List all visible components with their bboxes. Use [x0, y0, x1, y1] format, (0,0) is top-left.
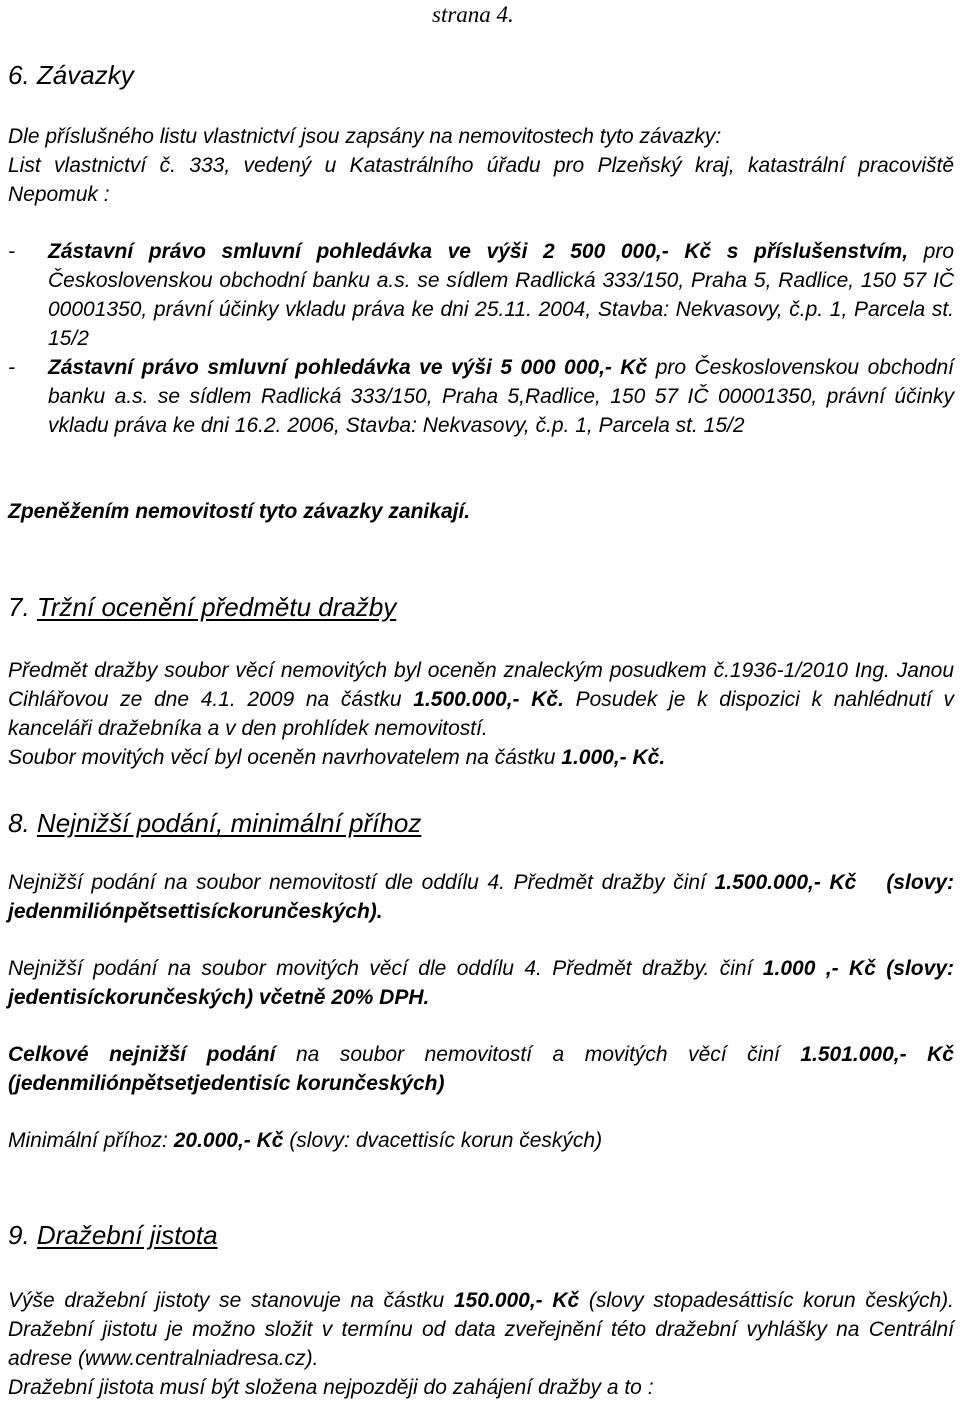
section-7-title: Tržní ocenění předmětu dražby: [36, 592, 397, 622]
s7-p2-text-a: Soubor movitých věcí byl oceněn navrhovatelem na částku: [8, 746, 562, 769]
section-9-paragraph-1: [8, 1286, 954, 1373]
s8-p3-text-b: na soubor nemovitostí a movitých věcí činí: [275, 1043, 801, 1066]
s9-p1-amount: 150.000,- Kč: [453, 1289, 580, 1312]
s9-p1-text-c: (slovy stopadesáttisíc korun českých). Dražební jistotu je možno složit v termínu od data zveřejnění této dražební vyhlášky na Centrální adrese (www.centralniadresa.cz).: [8, 1289, 955, 1370]
section-7-paragraph-2: [8, 743, 954, 772]
section-7-paragraph-1: [8, 656, 954, 743]
section-8-paragraph-1: [8, 868, 954, 926]
section-6-closing: Zpeněžením nemovitostí tyto závazky zanikají.: [8, 500, 471, 523]
item-2-bold: Zástavní právo smluvní pohledávka ve výši 5 000 000,- Kč: [48, 356, 648, 379]
s7-p2-amount: 1.000,- Kč.: [561, 746, 666, 769]
section-8-heading: [8, 806, 954, 840]
section-9-number: 9.: [8, 1220, 30, 1250]
s7-p1-text-a: Předmět dražby soubor věcí nemovitých byl oceněn znaleckým posudkem č.1936-1/2010 Ing. Janou Cihlářovou ze dne 4.1. 2009 na částku: [8, 659, 954, 711]
list-dash: -: [8, 356, 15, 379]
section-6-heading: 6. Závazky: [8, 60, 134, 90]
intro-2-text: List vlastnictví č. 333, vedený u Katastrálního úřadu pro Plzeňský kraj, katastrální pracoviště Nepomuk :: [8, 154, 954, 206]
s9-p1-text-a: Výše dražební jistoty se stanovuje na částku: [8, 1289, 454, 1312]
s8-p1-words: (slovy: jedenmiliónpětsettisíckorunčeských).: [8, 871, 954, 923]
encumbrance-item-2: [8, 353, 954, 440]
s8-p2-text-a: Nejnižší podání na soubor movitých věcí dle oddílu 4. Předmět dražby. činí: [8, 957, 763, 980]
s8-p4-amount: 20.000,- Kč: [173, 1129, 284, 1152]
s8-p3-label: Celkové nejnižší podání: [8, 1043, 276, 1066]
s8-p1-text-a: Nejnižší podání na soubor nemovitostí dle oddílu 4. Předmět dražby činí: [8, 871, 715, 894]
section-6-intro-1: Dle příslušného listu vlastnictví jsou zapsány na nemovitostech tyto závazky:: [8, 125, 722, 148]
item-1-bold: Zástavní právo smluvní pohledávka ve výši 2 500 000,- Kč s příslušenstvím,: [48, 240, 909, 263]
s7-p1-amount: 1.500.000,- Kč.: [413, 688, 564, 711]
section-8-number: 8.: [8, 808, 30, 838]
section-8-paragraph-2: [8, 954, 954, 1012]
s8-p2-amount: 1.000 ,- Kč (slovy: jedentisíckorunčeských) včetně 20% DPH.: [8, 957, 954, 1009]
section-8-title: Nejnižší podání, minimální příhoz: [36, 808, 422, 838]
item-2-text: pro Československou obchodní banku a.s. se sídlem Radlická 333/150, Praha 5,Radlice, 150 57 IČ 00001350, právní účinky vkladu práva ke dni 16.2. 2006, Stavba: Nekvasovy, č.p. 1, Parcela st. 15/2: [48, 356, 954, 437]
section-9-heading: [8, 1218, 954, 1252]
section-9-title: Dražební jistota: [36, 1220, 218, 1250]
encumbrance-item-1: [8, 237, 954, 353]
s8-p1-amount: 1.500.000,- Kč: [714, 871, 857, 894]
page-number: strana 4.: [432, 2, 514, 27]
s7-p1-text-c: Posudek je k dispozici k nahlédnutí v kanceláři dražebníka a v den prohlídek nemovitostí.: [8, 688, 954, 740]
section-8-paragraph-4: [8, 1126, 954, 1155]
section-7-number: 7.: [8, 592, 30, 622]
s8-p3-amount: 1.501.000,- Kč (jedenmiliónpětsetjedentisíc korunčeských): [8, 1043, 954, 1095]
s8-p4-label: Minimální příhoz:: [8, 1129, 174, 1152]
list-dash: -: [8, 240, 15, 263]
section-9-paragraph-2: Dražební jistota musí být složena nejpozději do zahájení dražby a to :: [8, 1376, 654, 1399]
s8-p4-words: (slovy: dvacettisíc korun českých): [283, 1129, 603, 1152]
section-7-heading: [8, 590, 954, 624]
section-8-paragraph-3: [8, 1040, 954, 1098]
item-1-text: pro Československou obchodní banku a.s. se sídlem Radlická 333/150, Praha 5, Radlice, 150 57 IČ 00001350, právní účinky vkladu práva ke dni 25.11. 2004, Stavba: Nekvasovy, č.p. 1, Parcela st. 15/2: [48, 240, 954, 350]
section-6-intro-2: [8, 151, 954, 209]
